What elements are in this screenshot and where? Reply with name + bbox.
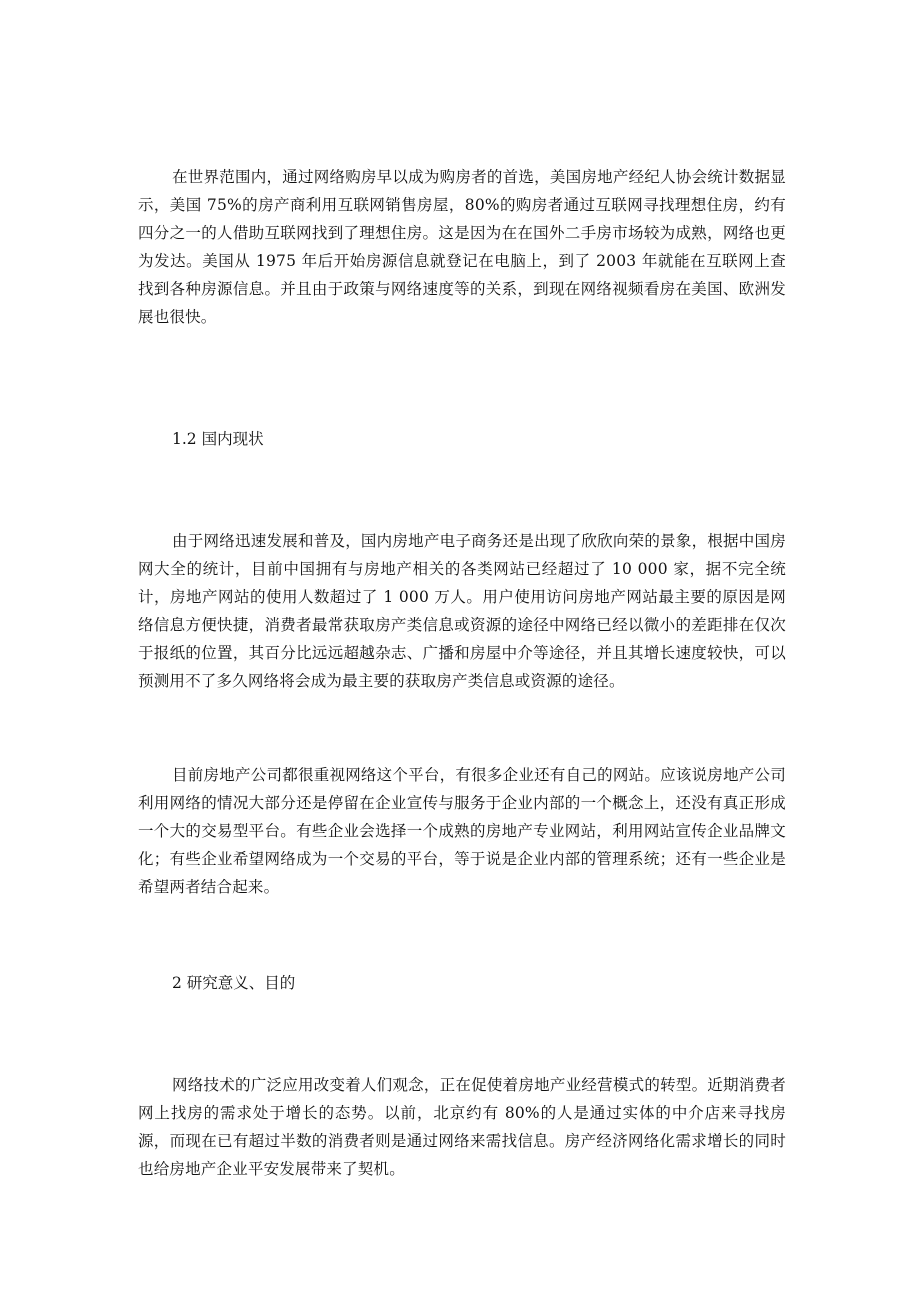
section-heading-research-purpose: 2 研究意义、目的: [172, 974, 296, 992]
paragraph-company-websites: 目前房地产公司都很重视网络这个平台，有很多企业还有自己的网站。应该说房地产公司利用网络的情况大部分还是停留在企业宣传与服务于企业内部的一个概念上，还没有真正形成一个大的交易型平台。有些企业会选择一个成熟的房地产专业网站，利用网站宣传企业品牌文化；有些企业希望网络成为一个交易的平台，等于说是企业内部的管理系统；还有一些企业是希望两者结合起来。: [138, 766, 786, 896]
paragraph-domestic-ecommerce: 由于网络迅速发展和普及，国内房地产电子商务还是出现了欣欣向荣的景象，根据中国房网大全的统计，目前中国拥有与房地产相关的各类网站已经超过了 10 000 家，据不完全统计，房地产网站的使用人数超过了 1 000 万人。用户使用访问房地产网站最主要的原因是网络信息方便快捷，消费者最常获取房产类信息或资源的途径中网络已经以微小的差距排在仅次于报纸的位置，其百分比远远超越杂志、广播和房屋中介等途径，并且其增长速度较快，可以预测用不了多久网络将会成为最主要的获取房产类信息或资源的途径。: [138, 532, 786, 690]
paragraph-international-status: 在世界范围内，通过网络购房早以成为购房者的首选，美国房地产经纪人协会统计数据显示，美国 75%的房产商利用互联网销售房屋，80%的购房者通过互联网寻找理想住房，约有四分之一的人借助互联网找到了理想住房。这是因为在在国外二手房市场较为成熟，网络也更为发达。美国从 1975 年后开始房源信息就登记在电脑上，到了 2003 年就能在互联网上查找到各种房源信息。并且由于政策与网络速度等的关系，到现在网络视频看房在美国、欧洲发展也很快。: [138, 168, 786, 326]
section-heading-domestic-status: 1.2 国内现状: [172, 430, 264, 448]
paragraph-research-significance: 网络技术的广泛应用改变着人们观念，正在促使着房地产业经营模式的转型。近期消费者网上找房的需求处于增长的态势。以前，北京约有 80%的人是通过实体的中介店来寻找房源，而现在已有超过半数的消费者则是通过网络来需找信息。房产经济网络化需求增长的同时也给房地产企业平安发展带来了契机。: [138, 1076, 786, 1178]
